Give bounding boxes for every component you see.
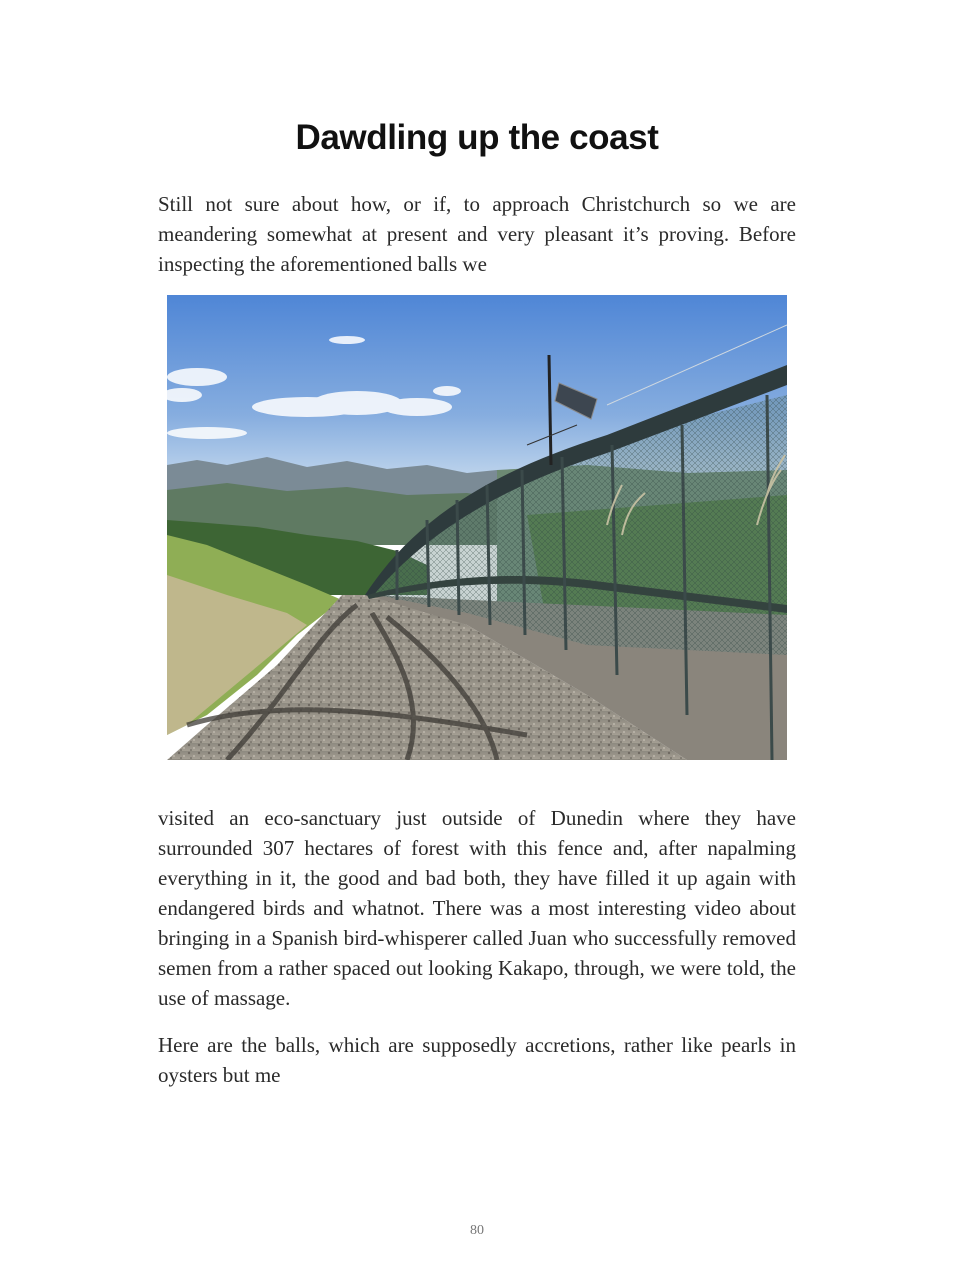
fence-photo <box>167 295 787 760</box>
solar-pole <box>549 355 551 465</box>
page-number: 80 <box>470 1223 484 1238</box>
paragraph-balls: Here are the balls, which are supposedly accretions, rather like pearls in oysters but me <box>158 1033 796 1087</box>
paragraph-intro: Still not sure about how, or if, to approach Christchurch so we are meandering somewhat at present and very pleasant it’s proving. Before inspecting the aforementioned balls we <box>158 192 796 276</box>
page-title: Dawdling up the coast <box>295 118 659 157</box>
paragraph-sanctuary: visited an eco-sanctuary just outside of Dunedin where they have surrounded 307 hectares of forest with this fence and, after napalming everything in it, the good and bad both, they have filled it up again with endangered birds and whatnot. There was a most interesting video about bringing in a Spanish bird-whisperer called Juan who successfully removed semen from a rather spaced out looking Kakapo, through, we were told, the use of massage. <box>158 806 796 1010</box>
